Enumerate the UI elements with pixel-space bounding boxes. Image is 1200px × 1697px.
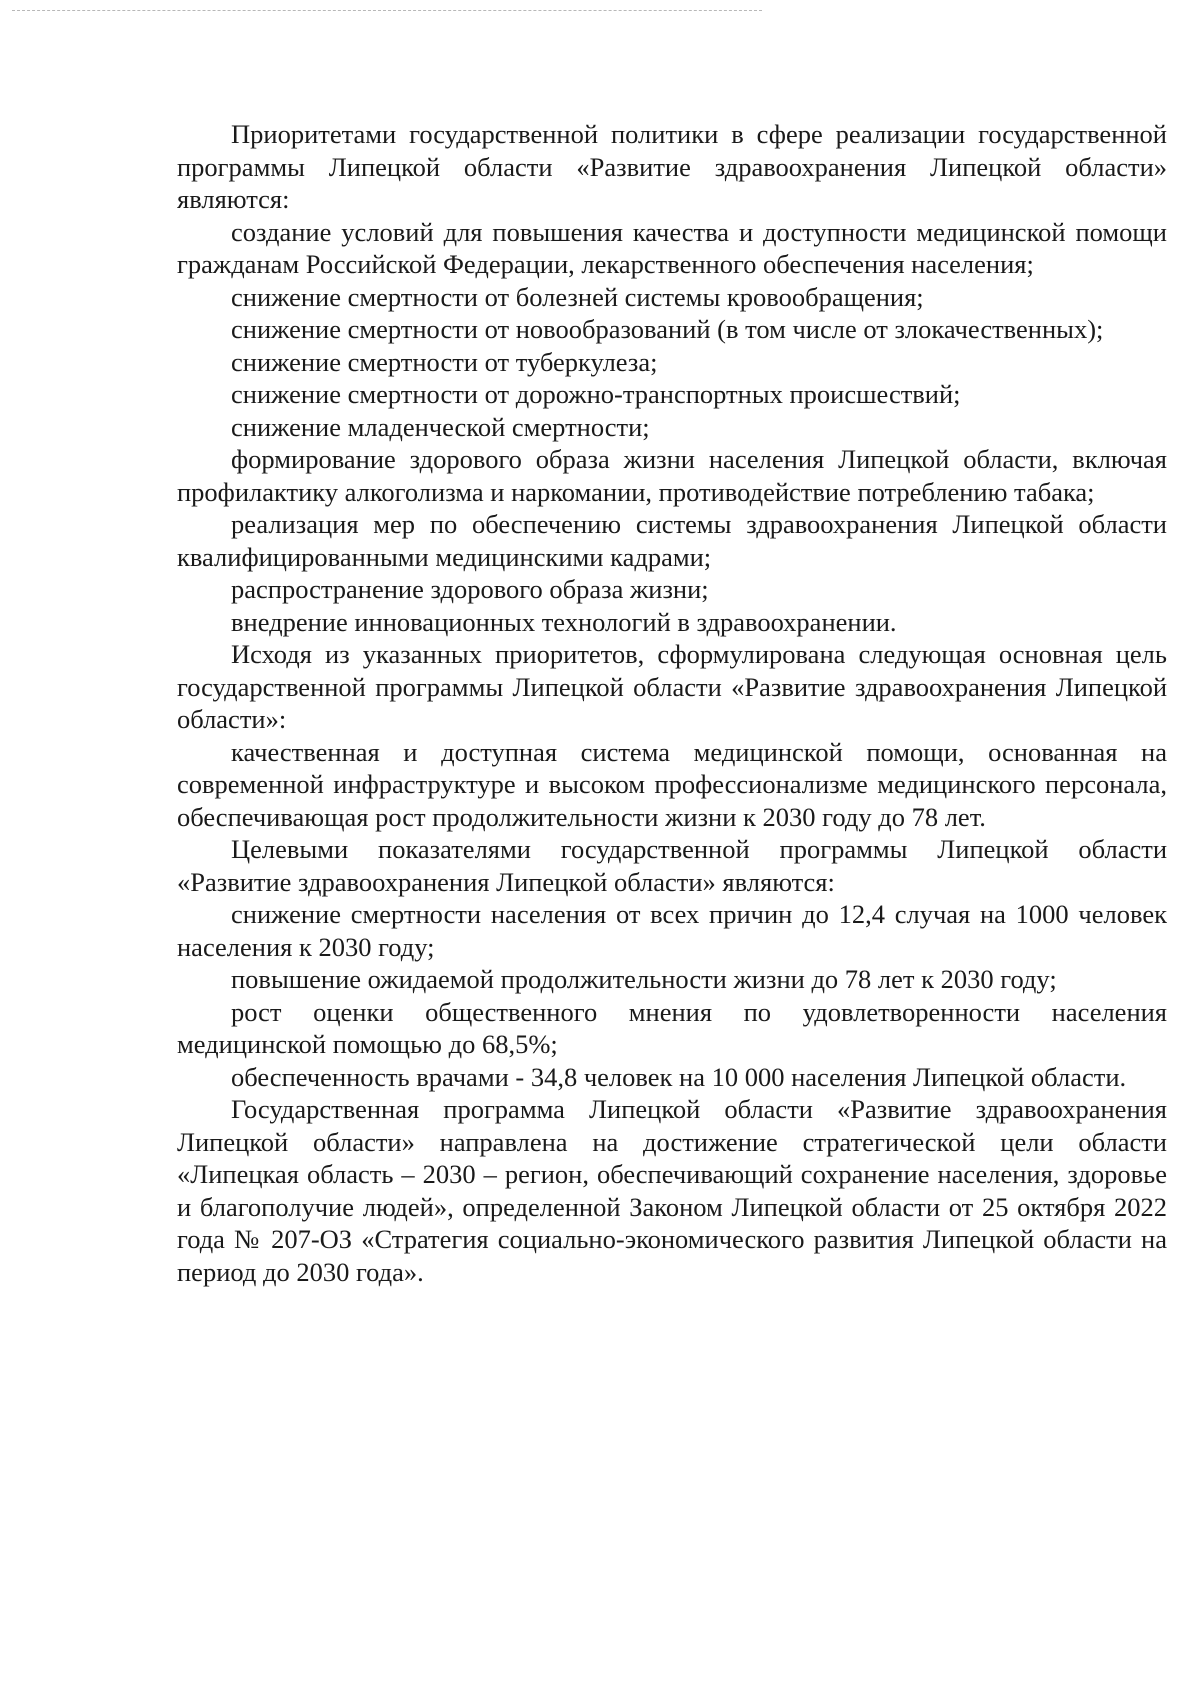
paragraph-priority-road-accidents: снижение смертности от дорожно-транспортных происшествий; <box>231 379 961 409</box>
paragraph-strategy: Государственная программа Липецкой области «Развитие здравоохранения Липецкой области» направлена на достижение стратегической цели области «Липецкая область – 2030 – регион, обеспечивающий сохранение населения, здоровье и благополучие людей», определенной Законом Липецкой области от 25 октября 2022 года № 207-ОЗ «Стратегия социально-экономического развития Липецкой области на период до 2030 года». <box>177 1094 1167 1287</box>
paragraph-targets-intro: Целевыми показателями государственной программы Липецкой области «Развитие здравоохранения Липецкой области» являются: <box>177 834 1167 897</box>
paragraph-priority-lifestyle-spread: распространение здорового образа жизни; <box>231 574 709 604</box>
scan-border-line <box>12 10 762 11</box>
paragraph-goal: качественная и доступная система медицинской помощи, основанная на современной инфраструктуре и высоком профессионализме медицинского персонала, обеспечивающая рост продолжительности жизни к 2030 году до 78 лет. <box>177 736 1167 832</box>
paragraph-priority-medical-staff: реализация мер по обеспечению системы здравоохранения Липецкой области квалифицированными медицинскими кадрами; <box>177 509 1167 572</box>
paragraph-priority-neoplasms: снижение смертности от новообразований (в том числе от злокачественных); <box>231 314 1104 344</box>
document-body <box>177 118 1167 1288</box>
paragraph-priorities-intro: Приоритетами государственной политики в сфере реализации государственной программы Липецкой области «Развитие здравоохранения Липецкой области» являются: <box>177 119 1167 214</box>
paragraph-target-life-expectancy: повышение ожидаемой продолжительности жизни до 78 лет к 2030 году; <box>231 964 1057 994</box>
paragraph-priority-circulatory: снижение смертности от болезней системы кровообращения; <box>231 281 924 312</box>
paragraph-target-mortality: снижение смертности населения от всех причин до 12,4 случая на 1000 человек населения к 2030 году; <box>177 899 1167 962</box>
paragraph-priority-infant-mortality: снижение младенческой смертности; <box>231 411 650 442</box>
paragraph-target-doctors: обеспеченность врачами - 34,8 человек на 10 000 населения Липецкой области. <box>231 1061 1127 1092</box>
paragraph-priority-tuberculosis: снижение смертности от туберкулеза; <box>231 346 658 377</box>
paragraph-target-satisfaction: рост оценки общественного мнения по удовлетворенности населения медицинской помощью до 68,5%; <box>177 996 1167 1059</box>
paragraph-priority-quality-care: создание условий для повышения качества и доступности медицинской помощи гражданам Российской Федерации, лекарственного обеспечения населения; <box>177 216 1167 279</box>
paragraph-priority-healthy-lifestyle: формирование здорового образа жизни населения Липецкой области, включая профилактику алкоголизма и наркомании, противодействие потреблению табака; <box>177 444 1167 507</box>
paragraph-goal-intro: Исходя из указанных приоритетов, сформулирована следующая основная цель государственной программы Липецкой области «Развитие здравоохранения Липецкой области»: <box>177 639 1167 734</box>
paragraph-priority-innovation: внедрение инновационных технологий в здравоохранении. <box>231 606 897 637</box>
